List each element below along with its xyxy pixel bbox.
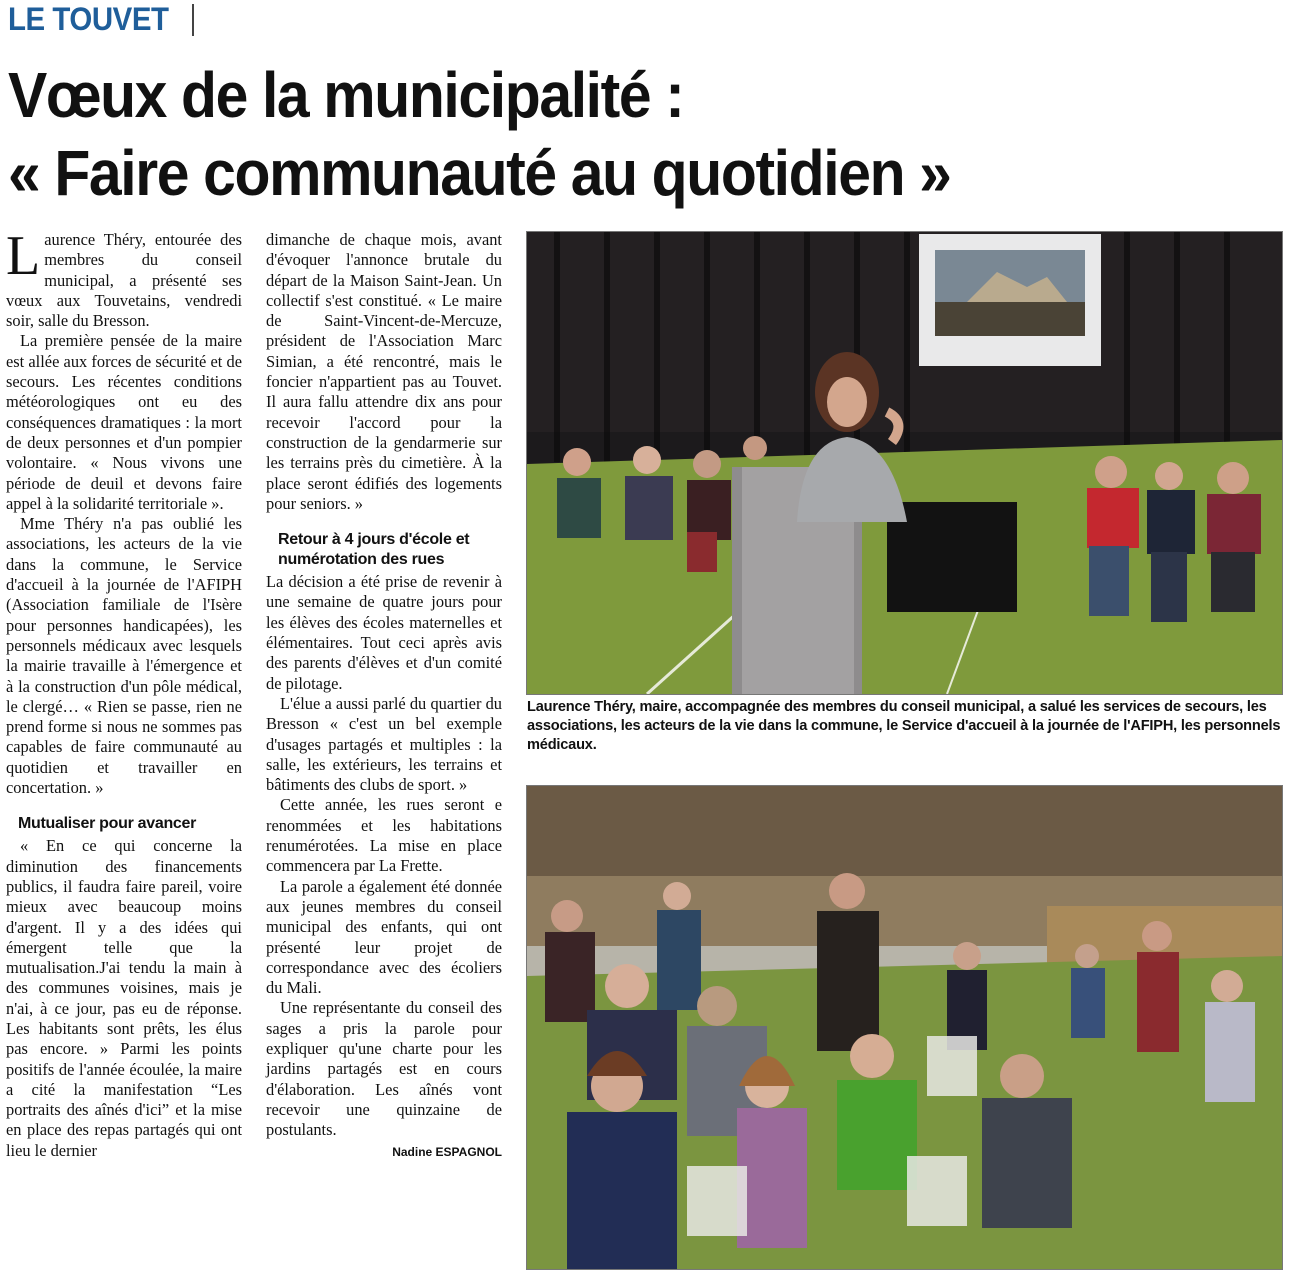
article-paragraph: La parole a également été donnée aux jeunes membres du conseil municipal des enfants, qui ont présenté leur projet de correspondance avec des écoliers du Mali. — [266, 876, 502, 998]
article-column-1 — [6, 225, 242, 1161]
section-divider — [192, 4, 194, 36]
article-paragraph: La décision a été prise de revenir à une semaine de quatre jours pour les élèves des écoles maternelles et élémentaires. Tout ceci après avis des parents d'élèves et d'un comité de pilotage. — [266, 572, 502, 693]
article-paragraph: dimanche de chaque mois, avant d'évoquer l'annonce brutale du départ de la Maison Saint-Jean. Un collectif s'est constitué. « Le maire de Saint-Vincent-de-Mercuze, président de l'Association Marc Simian, a été rencontré, mais le foncier n'appartient pas au Touvet. Il aura fallu attendre dix ans pour recevoir l'accord pour la construction de la gendarmerie sur les terrains près du cimetière. À la place seront édifiés des logements pour seniors. » — [266, 230, 502, 513]
article-paragraph: Laurence Théry, entourée des membres du conseil municipal, a présenté ses vœux aux Touvetains, vendredi soir, salle du Bresson. — [6, 225, 242, 331]
dropcap: L — [6, 225, 41, 287]
article-paragraph: L'élue a aussi parlé du quartier du Bresson « c'est un bel exemple d'usages partagés et multiples : la salle, les extérieurs, les terrains et bâtiments des clubs de sport. » — [266, 693, 502, 795]
subheading: Mutualiser pour avancer — [18, 815, 197, 833]
article-paragraph: « En ce qui concerne la diminution des financements publics, il faudra faire pareil, voire mieux avec beaucoup moins d'argent. Il y a des idées qui émergent telle que la mutualisation.J'ai tendu la main à des communes voisines, mais je n'ai, à ce jour, pas eu de réponse. Les habitants sont prêts, les élus pas encore. » Parmi les points positifs de l'année écoulée, la maire a cité la manifestation “Les portraits des aînés d'ici” et la mise en place des repas partagés qui ont lieu le dernier — [6, 836, 242, 1160]
article-paragraph: La première pensée de la maire est allée aux forces de sécurité et de secours. Les récentes conditions météorologiques ont eu des conséquences dramatiques : la mort de deux personnes et d'un pompier volontaire. « Nous vivons une période de deuil et devons faire appel à la solidarité territoriale ». — [6, 331, 242, 513]
article-paragraph: Mme Théry n'a pas oublié les associations, les acteurs de la vie dans la commune, le Service d'accueil à la journée de l'AFIPH (Association familiale de l'Isère pour personnes handicapées), les personnels médicaux avec lesquels la mairie travaille à l'émergence et à la construction d'un pôle médical, le clergé… « Rien se passe, rien ne prend forme si nous ne sommes pas capables de faire communauté au quotidien et travailler en concertation. » — [6, 514, 242, 798]
article-paragraph: Une représentante du conseil des sages a pris la parole pour expliquer qu'une charte pour les jardins partagés est en cours d'élaboration. Les aînés vont recevoir une quinzaine de postulants. — [266, 998, 502, 1140]
article-column-2 — [266, 230, 502, 1163]
photo-mayor-speech — [526, 231, 1283, 695]
photo-mayor-speech-illustration — [527, 232, 1282, 694]
headline-line-2: « Faire communauté au quotidien » — [8, 137, 951, 209]
subheading: Retour à 4 jours d'école et numérotation des rues — [278, 531, 470, 569]
headline-line-1: Vœux de la municipalité : — [8, 59, 684, 131]
article-paragraph: Cette année, les rues seront e renommées et les habitations renumérotées. La mise en place commencera par La Frette. — [266, 795, 502, 876]
headline — [8, 56, 1186, 212]
section-name: LE TOUVET — [8, 0, 169, 37]
byline: Nadine ESPAGNOL — [392, 1145, 502, 1160]
photo-audience — [526, 785, 1283, 1270]
photo-audience-illustration — [527, 786, 1282, 1269]
photo-caption: Laurence Théry, maire, accompagnée des membres du conseil municipal, a salué les services de secours, les associations, les acteurs de la vie dans la commune, le Service d'accueil à la journée de l'AFIPH, les personnels médicaux. — [527, 699, 1281, 753]
section-header — [8, 0, 182, 38]
